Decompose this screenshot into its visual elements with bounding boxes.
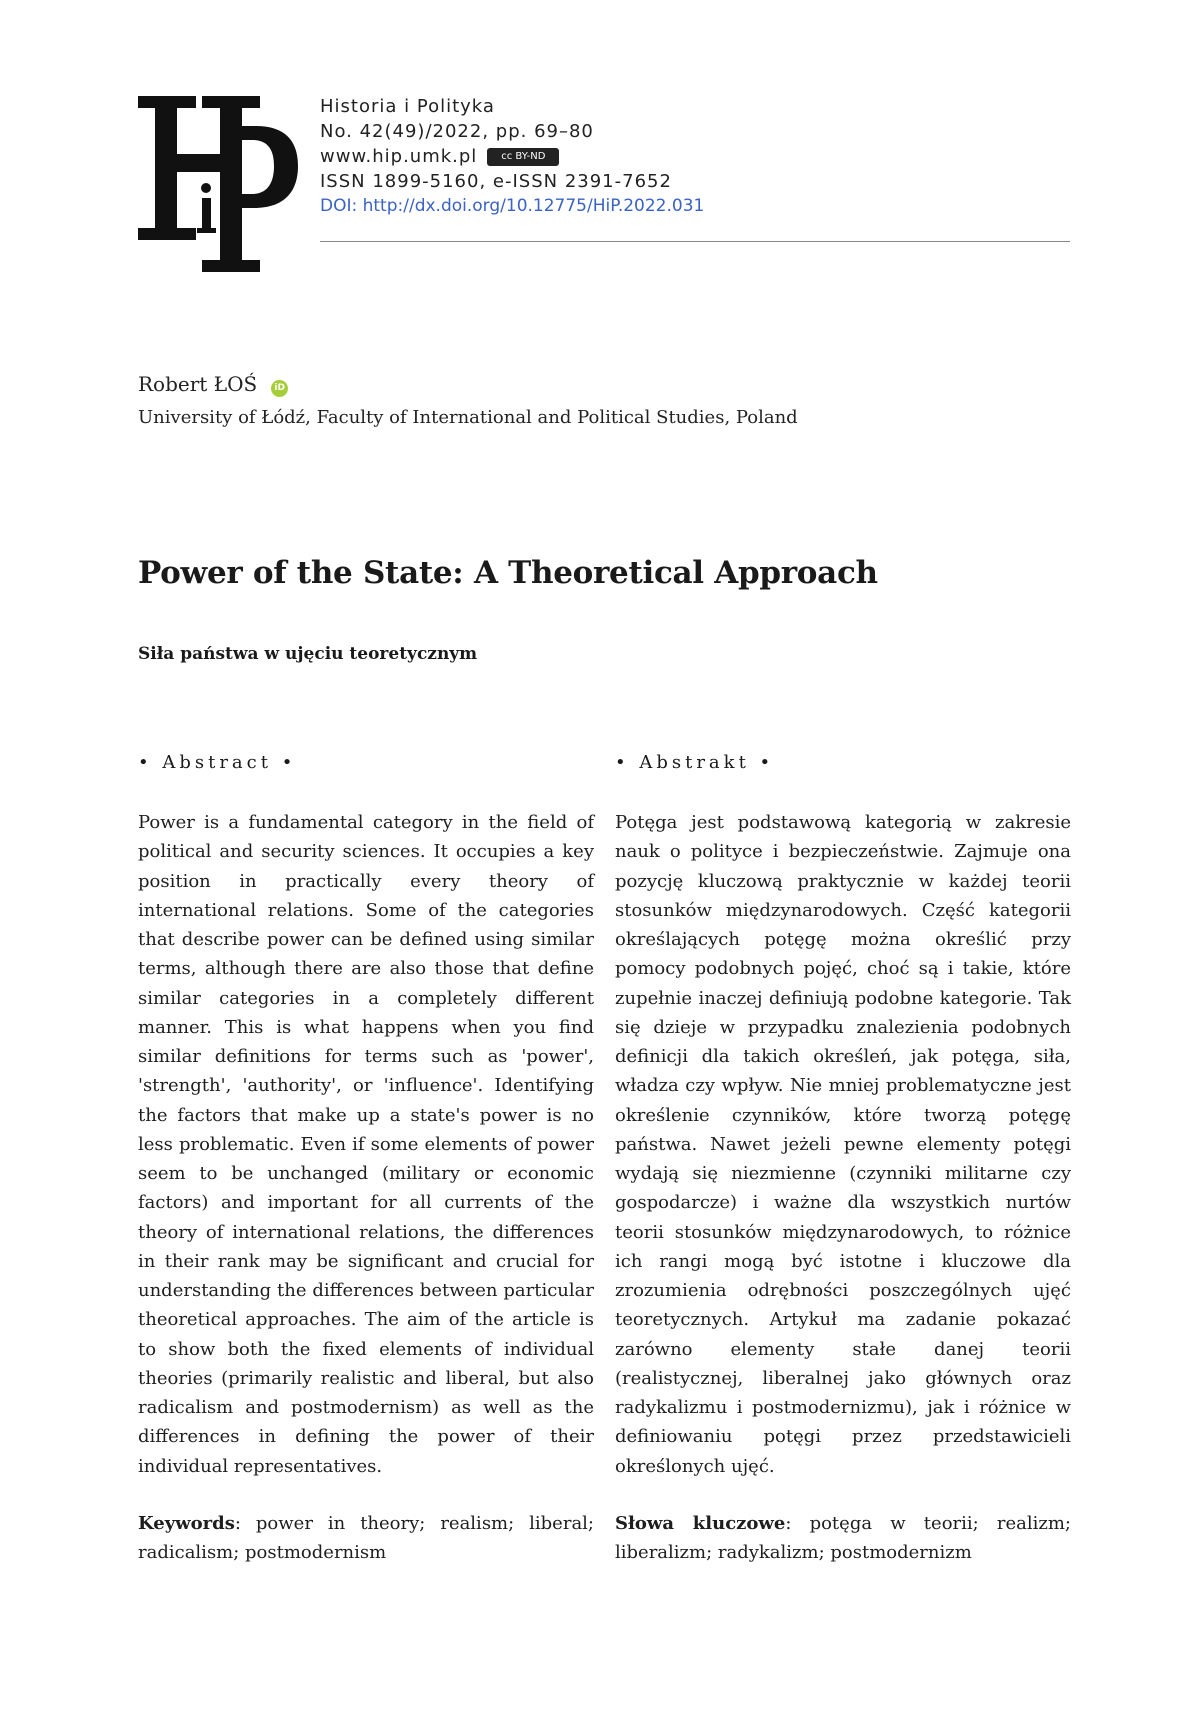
orcid-icon[interactable]: iD <box>271 380 288 397</box>
journal-website-line <box>320 144 1070 169</box>
journal-logo <box>138 96 298 272</box>
abstract-polish <box>615 752 1071 1567</box>
slowa-kluczowe-list: : potęga w teorii; realizm; liberalizm; radykalizm; postmodernizm <box>615 1512 1071 1563</box>
cc-license-badge[interactable]: cc BY-ND <box>487 148 559 166</box>
author-affiliation: University of Łódź, Faculty of International and Political Studies, Poland <box>138 407 798 428</box>
article-subtitle-polish: Siła państwa w ujęciu teoretycznym <box>138 644 478 664</box>
abstrakt-heading: • Abstrakt • <box>615 752 775 773</box>
header-divider <box>320 241 1070 242</box>
abstract-text: Power is a fundamental category in the field of political and security sciences. It occupies a key position in practically every theory of international relations. Some of the categories that describe power can be defined using similar terms, although there are also those that define similar categories in a completely different manner. This is what happens when you find similar definitions for terms such as 'power', 'strength', 'authority', or 'influence'. Identifying the factors that make up a state's power is no less problematic. Even if some elements of power seem to be unchanged (military or economic factors) and important for all currents of the theory of international relations, the differences in their rank may be significant and crucial for understanding the differences between particular theoretical approaches. The aim of the article is to show both the fixed elements of individual theories (primarily realistic and liberal, but also radicalism and postmodernism) as well as the differences in defining the power of their individual representatives. <box>138 812 594 1477</box>
journal-website[interactable]: www.hip.umk.pl <box>320 146 478 167</box>
journal-name: Historia i Polityka <box>320 96 495 117</box>
journal-issue: No. 42(49)/2022, pp. 69–80 <box>320 121 594 142</box>
keywords <box>138 1509 594 1567</box>
article-title: Power of the State: A Theoretical Approach <box>138 555 878 591</box>
abstract-heading: • Abstract • <box>138 752 297 773</box>
abstrakt-text: Potęga jest podstawową kategorią w zakresie nauk o polityce i bezpieczeństwie. Zajmuje ona pozycję kluczową praktycznie w każdej teorii stosunków międzynarodowych. Część kategorii określających potęgę można określić przy pomocy podobnych pojęć, choć są i takie, które zupełnie inaczej definiują podobne kategorie. Tak się dzieje w przypadku znalezienia podobnych definicji dla takich określeń, jak potęga, siła, władza czy wpływ. Nie mniej problematyczne jest określenie czynników, które tworzą potęgę państwa. Nawet jeżeli pewne elementy potęgi wydają się niezmienne (czynniki militarne czy gospodarcze) i ważne dla wszystkich nurtów teorii stosunków międzynarodowych, to różnice ich rangi mogą być istotne i kluczowe dla zrozumienia odrębności poszczególnych ujęć teoretycznych. Artykuł ma zadanie pokazać zarówno elementy stałe danej teorii (realistycznej, liberalnej jako głównych oraz radykalizmu i postmodernizmu), jak i różnice w definiowaniu potęgi przez przedstawicieli określonych ujęć. <box>615 812 1071 1477</box>
author-name: Robert ŁOŚ <box>138 372 258 396</box>
keywords-list: : power in theory; realism; liberal; radicalism; postmodernism <box>138 1512 594 1563</box>
author-line <box>138 372 288 397</box>
slowa-kluczowe <box>615 1509 1071 1567</box>
journal-issn: ISSN 1899-5160, e-ISSN 2391-7652 <box>320 171 672 192</box>
keywords-label: Keywords <box>138 1512 235 1534</box>
doi-link[interactable]: DOI: http://dx.doi.org/10.12775/HiP.2022.031 <box>320 196 705 216</box>
journal-info <box>320 94 1070 219</box>
slowa-kluczowe-label: Słowa kluczowe <box>615 1512 786 1534</box>
abstract-english <box>138 752 594 1567</box>
